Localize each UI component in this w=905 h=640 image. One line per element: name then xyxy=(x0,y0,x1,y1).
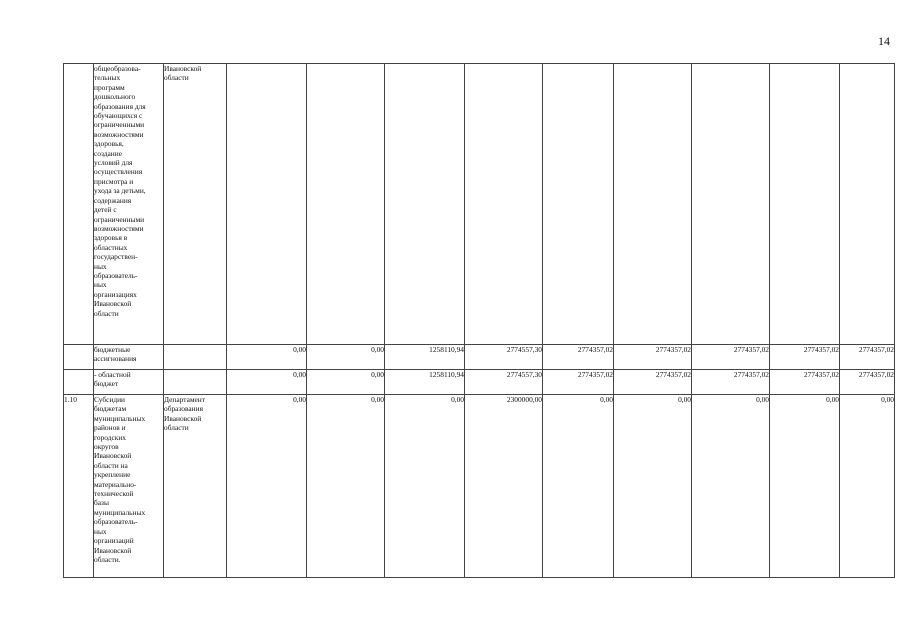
row-number-cell xyxy=(64,345,94,370)
value-cell: 0,00 xyxy=(307,345,385,370)
row-number-cell xyxy=(64,64,94,345)
row-number-cell xyxy=(64,370,94,395)
value-cell xyxy=(692,64,770,345)
budget-table xyxy=(63,63,895,578)
value-cell: 2774357,02 xyxy=(770,370,840,395)
value-cell: 0,00 xyxy=(770,395,840,578)
value-cell: 2774357,02 xyxy=(692,345,770,370)
description-cell: Субсидии бюджетам муниципальных районов и городских округов Ивановской области на укрепление материально- технической базы муниципальных образователь- ных организаций Ивановской области. xyxy=(94,395,164,578)
executor-cell: Департамент образования Ивановской области xyxy=(164,395,227,578)
value-cell: 2774357,02 xyxy=(840,370,895,395)
value-cell xyxy=(465,64,543,345)
value-cell: 1258110,94 xyxy=(385,370,465,395)
table-row xyxy=(64,370,895,395)
value-cell: 0,00 xyxy=(543,395,614,578)
description-cell: - областной бюджет xyxy=(94,370,164,395)
value-cell: 2774557,30 xyxy=(465,370,543,395)
value-cell: 2774357,02 xyxy=(614,345,692,370)
value-cell xyxy=(840,64,895,345)
page-number: 14 xyxy=(878,34,890,48)
value-cell xyxy=(385,64,465,345)
executor-cell xyxy=(164,345,227,370)
value-cell: 0,00 xyxy=(692,395,770,578)
value-cell: 2774357,02 xyxy=(614,370,692,395)
value-cell: 0,00 xyxy=(227,345,307,370)
value-cell: 0,00 xyxy=(307,395,385,578)
row-number-cell: 1.10 xyxy=(64,395,94,578)
value-cell: 0,00 xyxy=(614,395,692,578)
value-cell: 0,00 xyxy=(227,395,307,578)
executor-cell: Ивановской области xyxy=(164,64,227,345)
value-cell: 2774357,02 xyxy=(543,370,614,395)
value-cell: 0,00 xyxy=(307,370,385,395)
value-cell: 0,00 xyxy=(840,395,895,578)
executor-cell xyxy=(164,370,227,395)
value-cell: 2774357,02 xyxy=(770,345,840,370)
value-cell: 2774357,02 xyxy=(840,345,895,370)
value-cell: 0,00 xyxy=(385,395,465,578)
table-row xyxy=(64,395,895,578)
table-row xyxy=(64,64,895,345)
description-cell: общеобразова- тельных программ дошкольного образования для обучающихся с ограниченными возможностями здоровья, создание условий для осуществления присмотра и ухода за детьми, содержания детей с ограниченными возможностями здоровья в областных государствен- ных образователь- ных организациях Ивановской области xyxy=(94,64,164,345)
value-cell xyxy=(227,64,307,345)
value-cell xyxy=(543,64,614,345)
value-cell xyxy=(307,64,385,345)
value-cell xyxy=(614,64,692,345)
table-row xyxy=(64,345,895,370)
value-cell xyxy=(770,64,840,345)
value-cell: 2774357,02 xyxy=(692,370,770,395)
value-cell: 2774357,02 xyxy=(543,345,614,370)
description-cell: бюджетные ассигнования xyxy=(94,345,164,370)
value-cell: 2774557,30 xyxy=(465,345,543,370)
value-cell: 2300000,00 xyxy=(465,395,543,578)
value-cell: 0,00 xyxy=(227,370,307,395)
value-cell: 1258110,94 xyxy=(385,345,465,370)
